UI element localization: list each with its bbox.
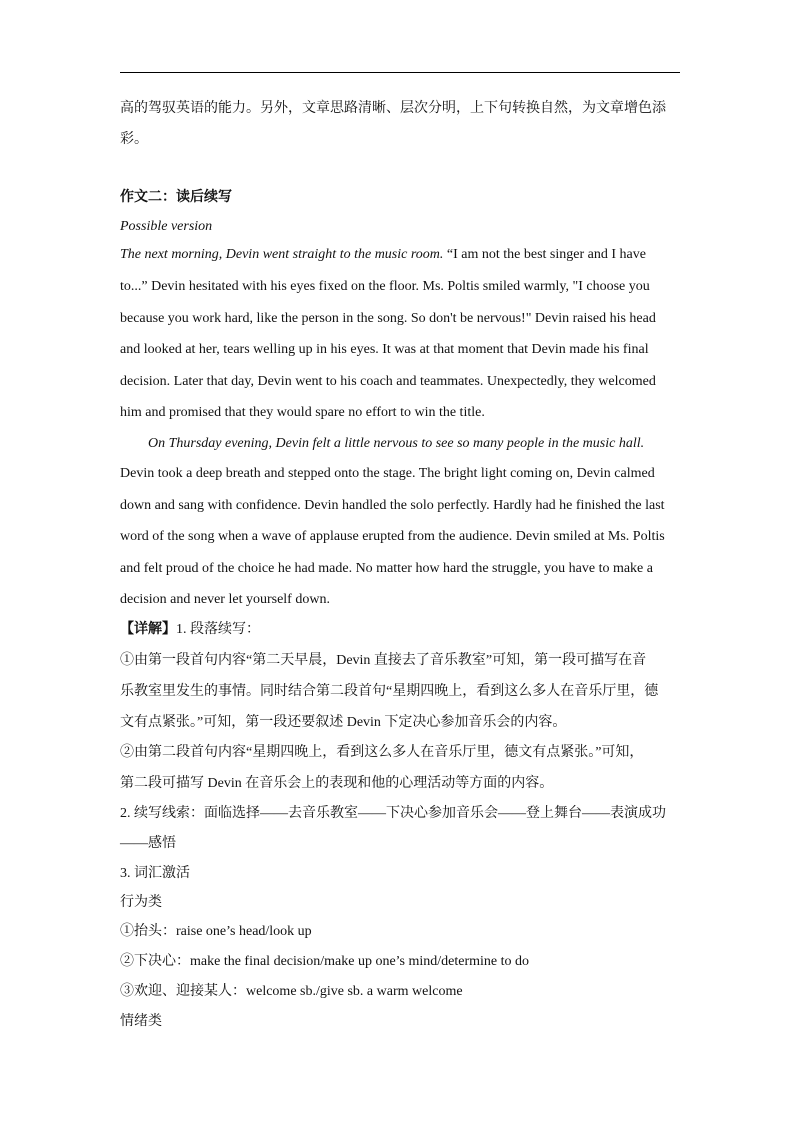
vocab-item-3: ③欢迎、迎接某人：welcome sb./give sb. a warm welcome bbox=[120, 984, 463, 999]
detail-point2-line-2: 第二段可描写 Devin 在音乐会上的表现和他的心理活动等方面的内容。 bbox=[120, 776, 554, 791]
vocab-item-1: ①抬头：raise one’s head/look up bbox=[120, 924, 312, 939]
intro-line-2: 彩。 bbox=[120, 132, 148, 147]
paragraph2-line-3: down and sang with confidence. Devin handled the solo perfectly. Hardly had he finished the last bbox=[120, 498, 665, 513]
paragraph1-line-2: to...” Devin hesitated with his eyes fixed on the floor. Ms. Poltis smiled warmly, "I choose you bbox=[120, 279, 650, 294]
detail-point1-line-1: ①由第一段首句内容“第二天早晨，Devin 直接去了音乐教室”可知，第一段可描写在音 bbox=[120, 653, 647, 668]
detail-point2-line-1: ②由第二段首句内容“星期四晚上，看到这么多人在音乐厅里，德文有点紧张。”可知， bbox=[120, 745, 644, 760]
paragraph2-opening-sentence: On Thursday evening, Devin felt a little nervous to see so many people in the music hall. bbox=[148, 436, 645, 451]
paragraph1-line-4: and looked at her, tears welling up in his eyes. It was at that moment that Devin made his final bbox=[120, 342, 649, 357]
paragraph2-line-6: decision and never let yourself down. bbox=[120, 592, 330, 607]
paragraph1-line-1 bbox=[120, 247, 646, 263]
paragraph1-opening-sentence: The next morning, Devin went straight to the music room. bbox=[120, 247, 444, 262]
paragraph1-line-3: because you work hard, like the person in the song. So don't be nervous!" Devin raised his head bbox=[120, 311, 656, 326]
detail-tag: 【详解】 bbox=[120, 622, 176, 637]
category-actions: 行为类 bbox=[120, 895, 162, 910]
detail-point1-line-3: 文有点紧张。”可知，第一段还要叙述 Devin 下定决心参加音乐会的内容。 bbox=[120, 715, 567, 730]
category-emotions: 情绪类 bbox=[120, 1014, 162, 1029]
section-heading: 作文二：读后续写 bbox=[120, 190, 232, 205]
possible-version-label: Possible version bbox=[120, 219, 213, 234]
intro-line-1: 高的驾驭英语的能力。另外，文章思路清晰、层次分明，上下句转换自然，为文章增色添 bbox=[120, 101, 666, 116]
detail-item-2-line-2: ——感悟 bbox=[120, 836, 176, 851]
detail-point1-line-2: 乐教室里发生的事情。同时结合第二段首句“星期四晚上，看到这么多人在音乐厅里，德 bbox=[120, 684, 659, 699]
paragraph2-line-4: word of the song when a wave of applause erupted from the audience. Devin smiled at Ms. Poltis bbox=[120, 529, 665, 544]
vocab-item-2: ②下决心：make the final decision/make up one’s mind/determine to do bbox=[120, 954, 530, 969]
paragraph2-line-2: Devin took a deep breath and stepped onto the stage. The bright light coming on, Devin calmed bbox=[120, 466, 655, 481]
header-rule bbox=[120, 72, 680, 73]
paragraph1-line-6: him and promised that they would spare no effort to win the title. bbox=[120, 405, 485, 420]
paragraph2-line-5: and felt proud of the choice he had made. No matter how hard the struggle, you have to make a bbox=[120, 561, 653, 576]
detail-line-1 bbox=[120, 622, 260, 638]
detail-item-2-line-1: 2. 续写线索：面临选择——去音乐教室——下决心参加音乐会——登上舞台——表演成功 bbox=[120, 806, 666, 821]
paragraph1-line-1-rest: “I am not the best singer and I have bbox=[446, 247, 646, 262]
detail-item-3: 3. 词汇激活 bbox=[120, 866, 190, 881]
detail-item-1: 1. 段落续写： bbox=[176, 622, 260, 637]
paragraph1-line-5: decision. Later that day, Devin went to his coach and teammates. Unexpectedly, they welcomed bbox=[120, 374, 656, 389]
